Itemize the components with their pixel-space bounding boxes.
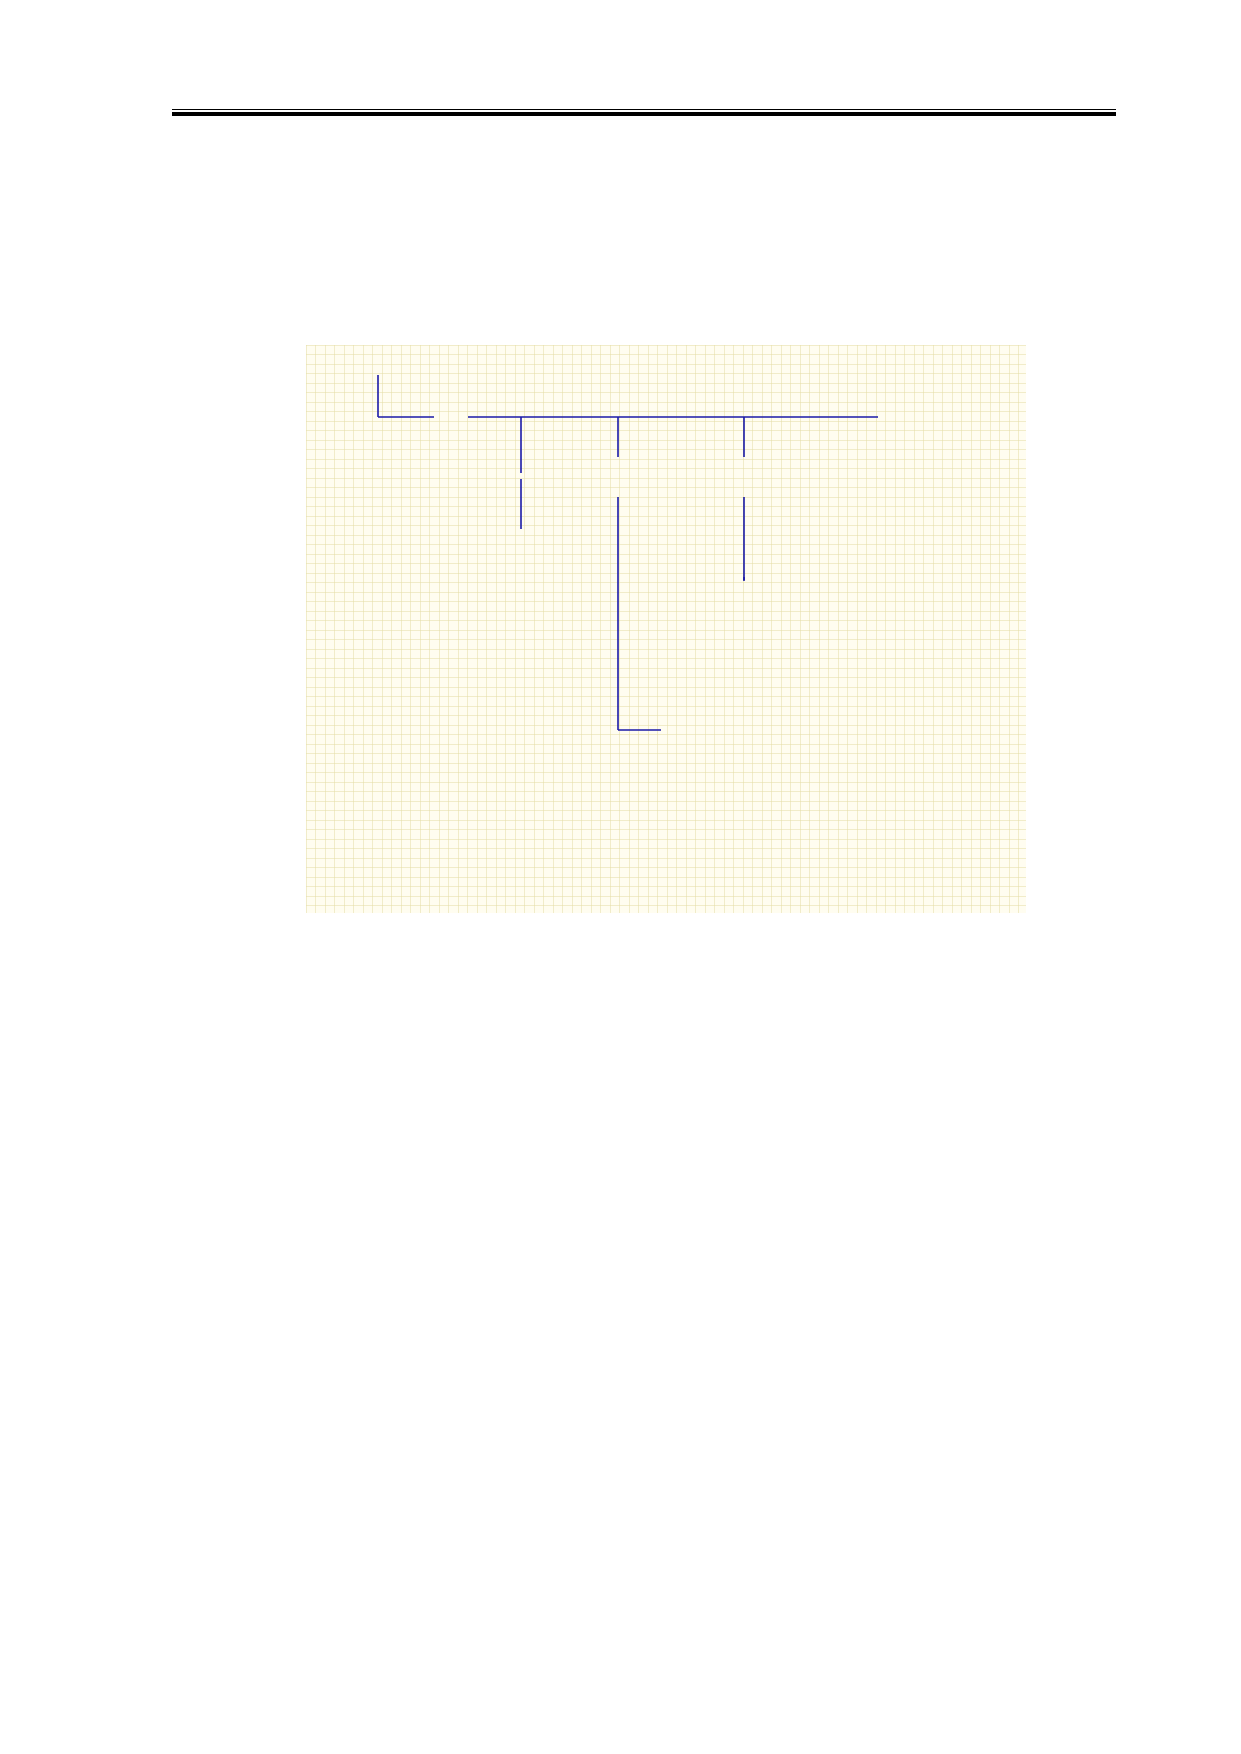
circuit-diagram xyxy=(306,345,1026,913)
header-rule-thick xyxy=(172,112,1116,116)
header-rule-thin xyxy=(172,109,1116,110)
